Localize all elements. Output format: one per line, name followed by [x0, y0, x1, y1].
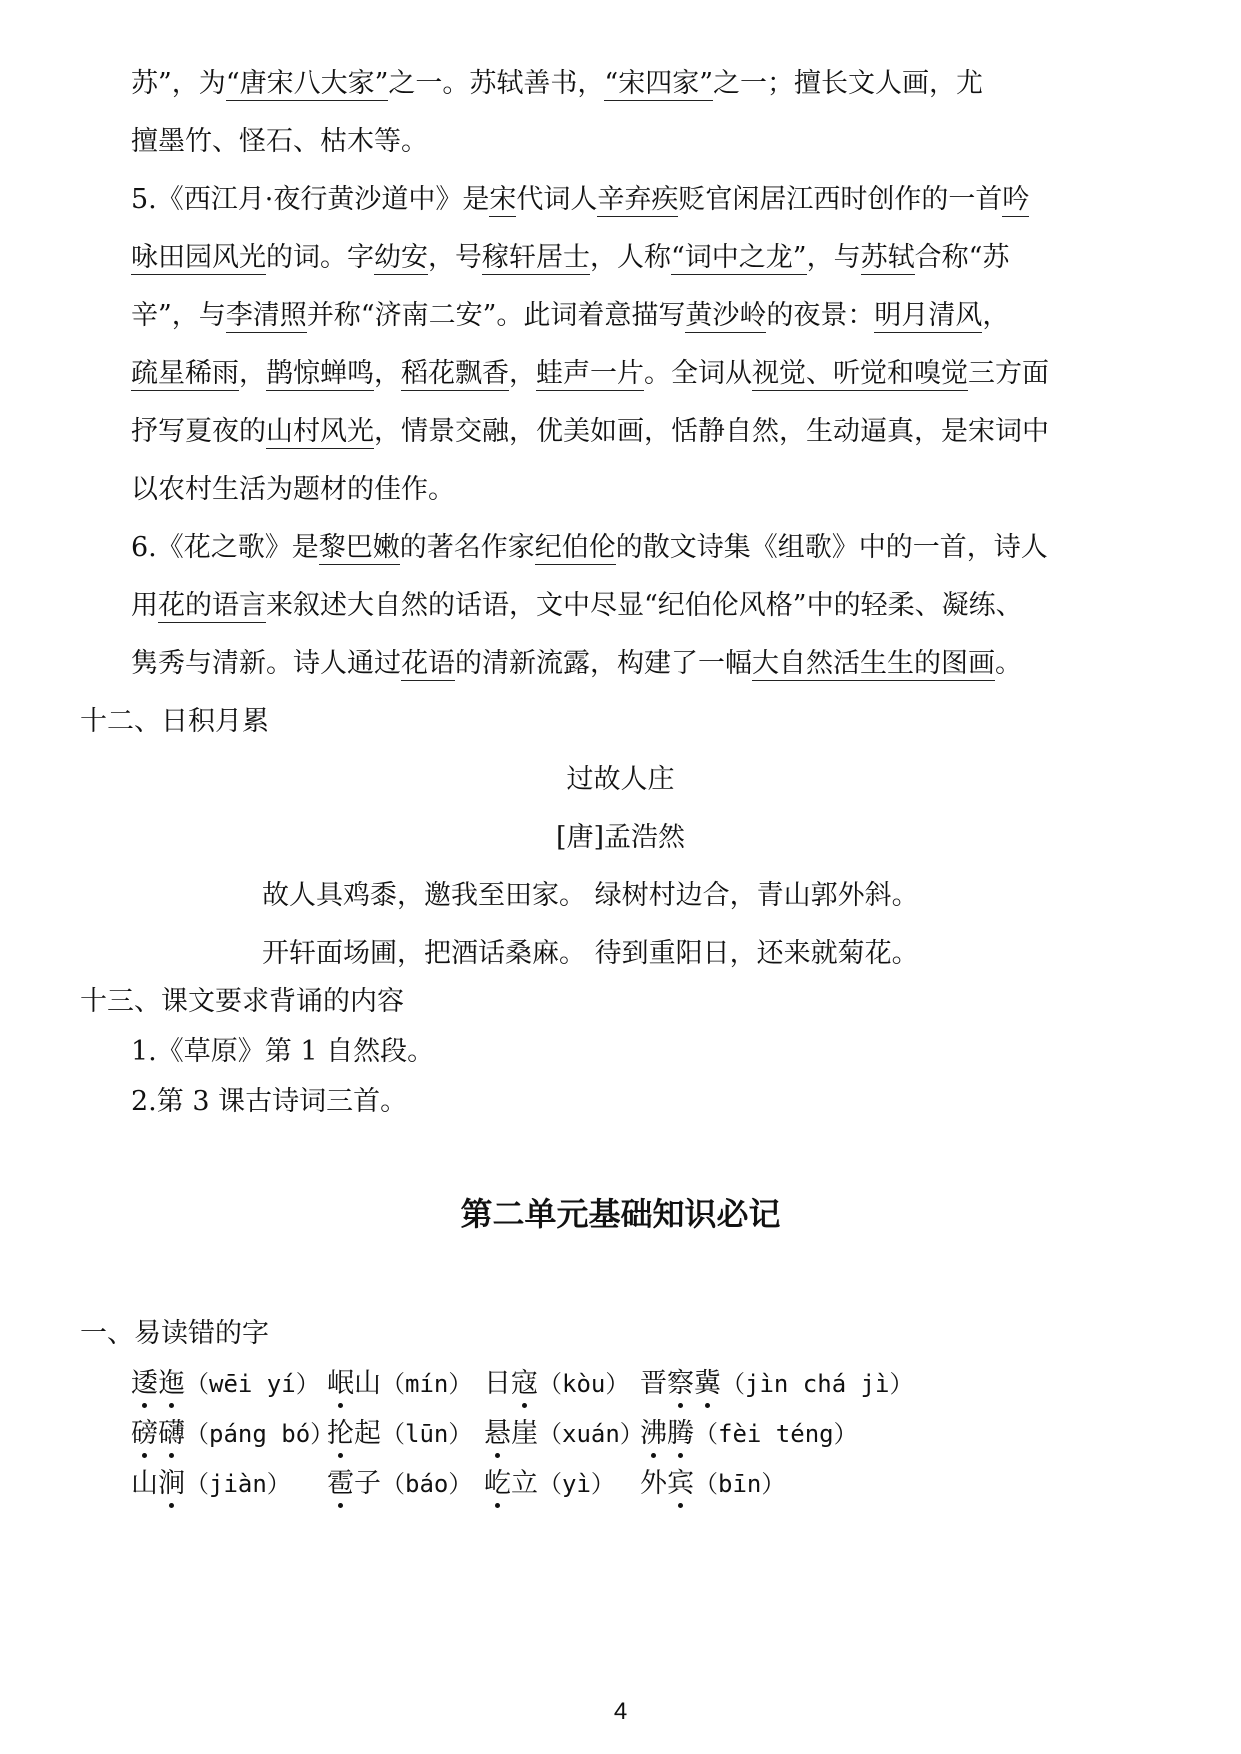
text-span: 的词。字: [266, 242, 374, 273]
text-span: 抒写夏夜的: [131, 416, 266, 447]
emphasized-char: 岷: [327, 1368, 354, 1399]
word-char: 立: [511, 1468, 538, 1499]
emphasized-char: 宾: [667, 1468, 694, 1499]
word-entry: [131, 1464, 291, 1504]
poem-line: 故人具鸡黍，邀我至田家。 绿树村边合，青山郭外斜。: [262, 880, 919, 911]
text-line: [131, 412, 1049, 452]
underlined-term: 稻花飘香: [401, 358, 509, 389]
emphasized-char: 寇: [511, 1368, 538, 1399]
poem-line: 开轩面场圃，把酒话桑麻。 待到重阳日，还来就菊花。: [262, 938, 919, 969]
text-span: 代词人: [516, 184, 598, 215]
underlined-term: 视觉、听觉和嗅觉: [752, 358, 968, 389]
word-entry: [327, 1364, 472, 1404]
underlined-term: 李清照: [225, 300, 307, 331]
emphasized-char: 屹: [484, 1468, 511, 1499]
emphasized-char: 逶: [131, 1368, 158, 1399]
underlined-term: 黄沙岭: [685, 300, 767, 331]
text-span: ，: [239, 358, 266, 389]
underlined-term: 宋: [489, 184, 517, 215]
word-entry: [131, 1364, 320, 1404]
text-line: [131, 238, 1009, 278]
text-span: 的清新流露，构建了一幅: [455, 648, 752, 679]
text-span: ，号: [428, 242, 482, 273]
word-entry: [640, 1364, 914, 1404]
pinyin: （jiàn）: [185, 1470, 291, 1498]
text-line: [131, 296, 1009, 336]
pinyin: （bīn）: [694, 1470, 786, 1498]
pinyin: （mín）: [381, 1370, 473, 1398]
poem-author: [唐]孟浩然: [555, 822, 686, 853]
section-heading: 十三、课文要求背诵的内容: [80, 986, 404, 1017]
emphasized-char: 悬: [484, 1418, 511, 1449]
text-span: 的夜景：: [766, 300, 875, 331]
underlined-term: 花的语言: [158, 590, 266, 621]
word-entry: [640, 1414, 858, 1454]
unit-title: 第二单元基础知识必记: [460, 1195, 781, 1233]
underlined-term: “词中之龙”: [671, 242, 807, 273]
word-char: 日: [484, 1368, 511, 1399]
text-span: 。: [995, 648, 1022, 679]
text-line: [131, 64, 983, 104]
list-item: 2.第 3 课古诗词三首。: [131, 1086, 408, 1117]
text-span: ，人称: [590, 242, 671, 273]
text-span: 辛”，与: [131, 300, 226, 331]
underlined-term: “唐宋八大家”: [225, 68, 389, 99]
underlined-term: “宋四家”: [604, 68, 714, 99]
underlined-term: 咏田园风光: [131, 242, 266, 273]
emphasized-char: 抡: [327, 1418, 354, 1449]
underlined-term: 稼轩居士: [482, 242, 590, 273]
emphasized-char: 雹: [327, 1468, 354, 1499]
text-line: [131, 180, 1029, 220]
underlined-term: 苏轼: [860, 242, 915, 273]
word-entry: [484, 1414, 644, 1454]
section-heading: 一、易读错的字: [80, 1318, 269, 1349]
text-line: [131, 528, 1048, 568]
text-span: 。全词从: [644, 358, 752, 389]
page-number: 4: [613, 1698, 628, 1725]
underlined-term: 大自然活生生的图画: [752, 648, 995, 679]
emphasized-char: 磅: [131, 1418, 158, 1449]
text-span: 5.《西江月·夜行黄沙道中》是: [131, 184, 490, 215]
text-span: 苏”，为: [131, 68, 226, 99]
word-char: 崖: [511, 1418, 538, 1449]
section-heading: 十二、日积月累: [80, 706, 269, 737]
text-line: [131, 644, 1022, 684]
emphasized-char: 冀: [694, 1368, 721, 1399]
text-span: 的散文诗集《组歌》中的一首，诗人: [615, 532, 1048, 563]
underlined-term: 鹊惊蝉鸣: [266, 358, 374, 389]
text-span: 之一；擅长文人画，尤: [713, 68, 984, 99]
word-entry: [327, 1414, 472, 1454]
word-entry: [131, 1414, 334, 1454]
underlined-term: 纪伯伦: [534, 532, 616, 563]
pinyin: （yì）: [538, 1470, 615, 1498]
text-span: 贬官闲居江西时创作的一首: [678, 184, 1003, 215]
underlined-term: 明月清风: [874, 300, 983, 331]
text-span: 之一。苏轼善书，: [388, 68, 605, 99]
emphasized-char: 腾: [667, 1418, 694, 1449]
text-span: 隽秀与清新。诗人通过: [131, 648, 401, 679]
text-span: 用: [131, 590, 158, 621]
pinyin: （jìn chá jì）: [721, 1370, 914, 1398]
text-span: ，与: [806, 242, 861, 273]
list-item: 1.《草原》第 1 自然段。: [131, 1036, 435, 1067]
pinyin: （páng bó）: [185, 1420, 335, 1448]
word-entry: [640, 1464, 785, 1504]
underlined-term: 吟: [1002, 184, 1030, 215]
word-char: 晋: [640, 1368, 667, 1399]
emphasized-char: 涧: [158, 1468, 185, 1499]
text-line: [131, 354, 1049, 394]
underlined-term: 蛙声一片: [536, 358, 644, 389]
underlined-term: 辛弃疾: [597, 184, 679, 215]
pinyin: （kòu）: [538, 1370, 630, 1398]
text-span: 来叙述大自然的话语，文中尽显“纪伯伦风格”中的轻柔、凝练、: [266, 590, 1023, 621]
text-span: 合称“苏: [914, 242, 1010, 273]
pinyin: （fèi téng）: [694, 1420, 858, 1448]
pinyin: （wēi yí）: [185, 1370, 320, 1398]
underlined-term: 花语: [401, 648, 455, 679]
text-line: 擅墨竹、怪石、枯木等。: [131, 126, 428, 157]
emphasized-char: 沸: [640, 1418, 667, 1449]
emphasized-char: 察: [667, 1368, 694, 1399]
text-span: 6.《花之歌》是: [131, 532, 319, 563]
underlined-term: 山村风光: [266, 416, 374, 447]
text-span: ，情景交融，优美如画，恬静自然，生动逼真，是宋词中: [374, 416, 1049, 447]
underlined-term: 黎巴嫩: [318, 532, 400, 563]
text-span: ，: [982, 300, 1010, 331]
emphasized-char: 礴: [158, 1418, 185, 1449]
word-char: 山: [354, 1368, 381, 1399]
pinyin: （xuán）: [538, 1420, 644, 1448]
text-span: 并称“济南二安”。此词着意描写: [306, 300, 686, 331]
text-span: ，: [374, 358, 401, 389]
pinyin: （lūn）: [381, 1420, 473, 1448]
text-line: 以农村生活为题材的佳作。: [131, 474, 455, 505]
text-line: [131, 586, 1023, 626]
emphasized-char: 迤: [158, 1368, 185, 1399]
word-char: 外: [640, 1468, 667, 1499]
text-span: ，: [509, 358, 536, 389]
word-char: 山: [131, 1468, 158, 1499]
underlined-term: 疏星稀雨: [131, 358, 239, 389]
underlined-term: 幼安: [374, 242, 428, 273]
word-entry: [484, 1364, 629, 1404]
poem-title: 过故人庄: [566, 764, 675, 795]
word-char: 起: [354, 1418, 381, 1449]
word-char: 子: [354, 1468, 381, 1499]
text-span: 三方面: [968, 358, 1049, 389]
word-entry: [327, 1464, 472, 1504]
text-span: 的著名作家: [399, 532, 535, 563]
pinyin: （báo）: [381, 1470, 473, 1498]
word-entry: [484, 1464, 615, 1504]
